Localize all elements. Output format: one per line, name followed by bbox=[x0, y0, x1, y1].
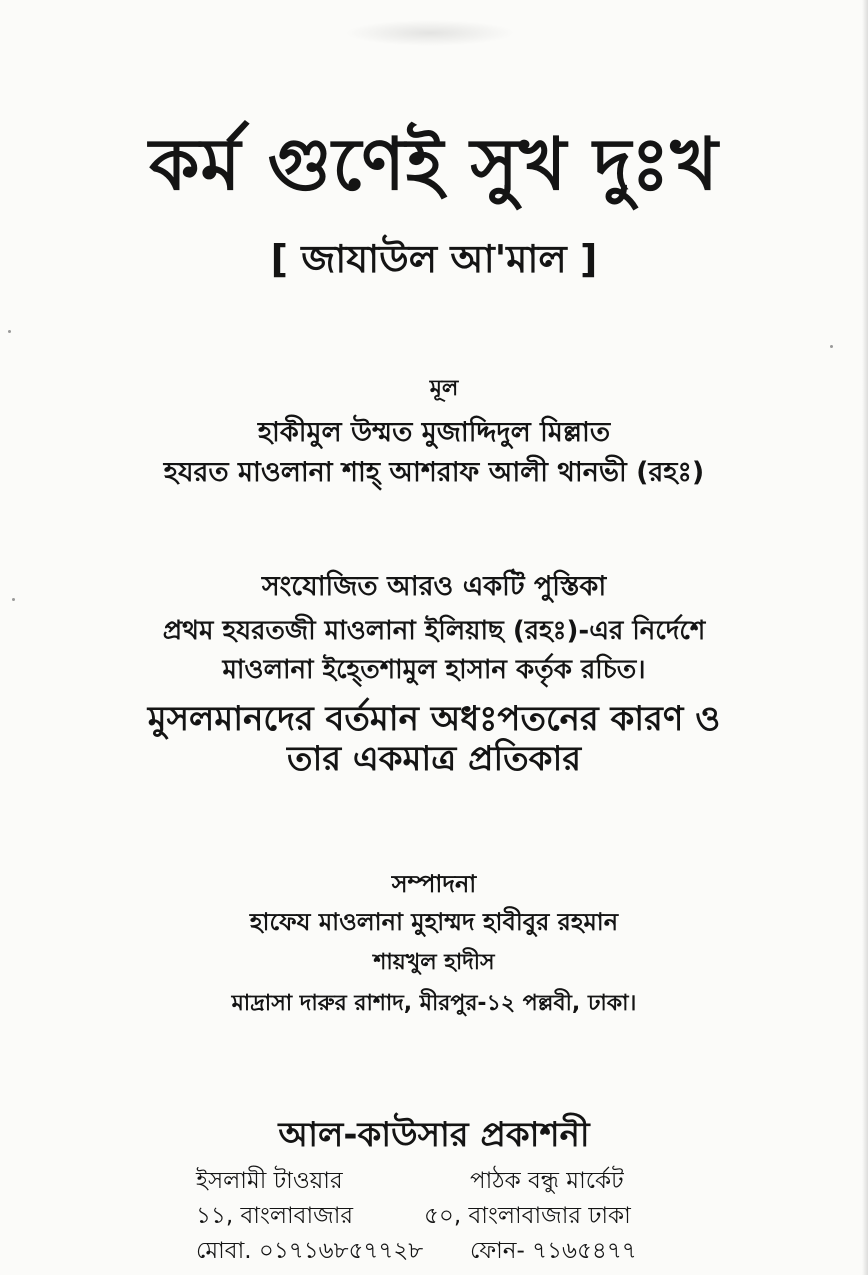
address-left-line-2: ১১, বাংলাবাজার bbox=[196, 1203, 354, 1229]
mobile-number: মোবা. ০১৭১৬৮৫৭৭২৮ bbox=[196, 1238, 424, 1264]
address-right-line-2: ৫০, বাংলাবাজার ঢাকা bbox=[424, 1203, 631, 1229]
book-subtitle: [ জাযাউল আ'মাল ] bbox=[270, 237, 598, 281]
address-left-line-1: ইসলামী টাওয়ার bbox=[196, 1168, 343, 1194]
original-label: মূল bbox=[429, 376, 459, 401]
editor-title: শায়খুল হাদীস bbox=[373, 950, 495, 975]
scan-speck bbox=[830, 345, 833, 348]
book-title: কর্ম গুণেই সুখ দুঃখ bbox=[149, 122, 719, 206]
editing-label: সম্পাদনা bbox=[391, 870, 477, 898]
addendum-line-2: প্রথম হযরতজী মাওলানা ইলিয়াছ (রহঃ)-এর নির্দেশে bbox=[162, 616, 706, 646]
publisher-name: আল-কাউসার প্রকাশনী bbox=[278, 1115, 590, 1155]
address-right-line-1: পাঠক বন্ধু মার্কেট bbox=[470, 1168, 624, 1194]
scan-smudge bbox=[345, 20, 515, 46]
author-line-2: হযরত মাওলানা শাহ্ আশরাফ আলী থানভী (রহঃ) bbox=[163, 457, 705, 488]
editor-institution: মাদ্রাসা দারুর রাশাদ, মীরপুর-১২ পল্লবী, ঢাকা। bbox=[231, 991, 637, 1016]
author-line-1: হাকীমুল উম্মত মুজাদ্দিদুল মিল্লাত bbox=[257, 417, 611, 448]
addendum-line-3: মাওলানা ইহ্তেশামুল হাসান কর্তৃক রচিত। bbox=[222, 655, 646, 685]
scan-speck bbox=[8, 330, 11, 333]
booklet-title-line-1: মুসলমানদের বর্তমান অধঃপতনের কারণ ও bbox=[147, 699, 721, 739]
addendum-line-1: সংযোজিত আরও একটি পুস্তিকা bbox=[261, 571, 607, 602]
booklet-title-line-2: তার একমাত্র প্রতিকার bbox=[286, 739, 582, 779]
editor-name: হাফেয মাওলানা মুহাম্মদ হাবীবুর রহমান bbox=[249, 908, 619, 936]
phone-number: ফোন- ৭১৬৫৪৭৭ bbox=[470, 1238, 637, 1264]
